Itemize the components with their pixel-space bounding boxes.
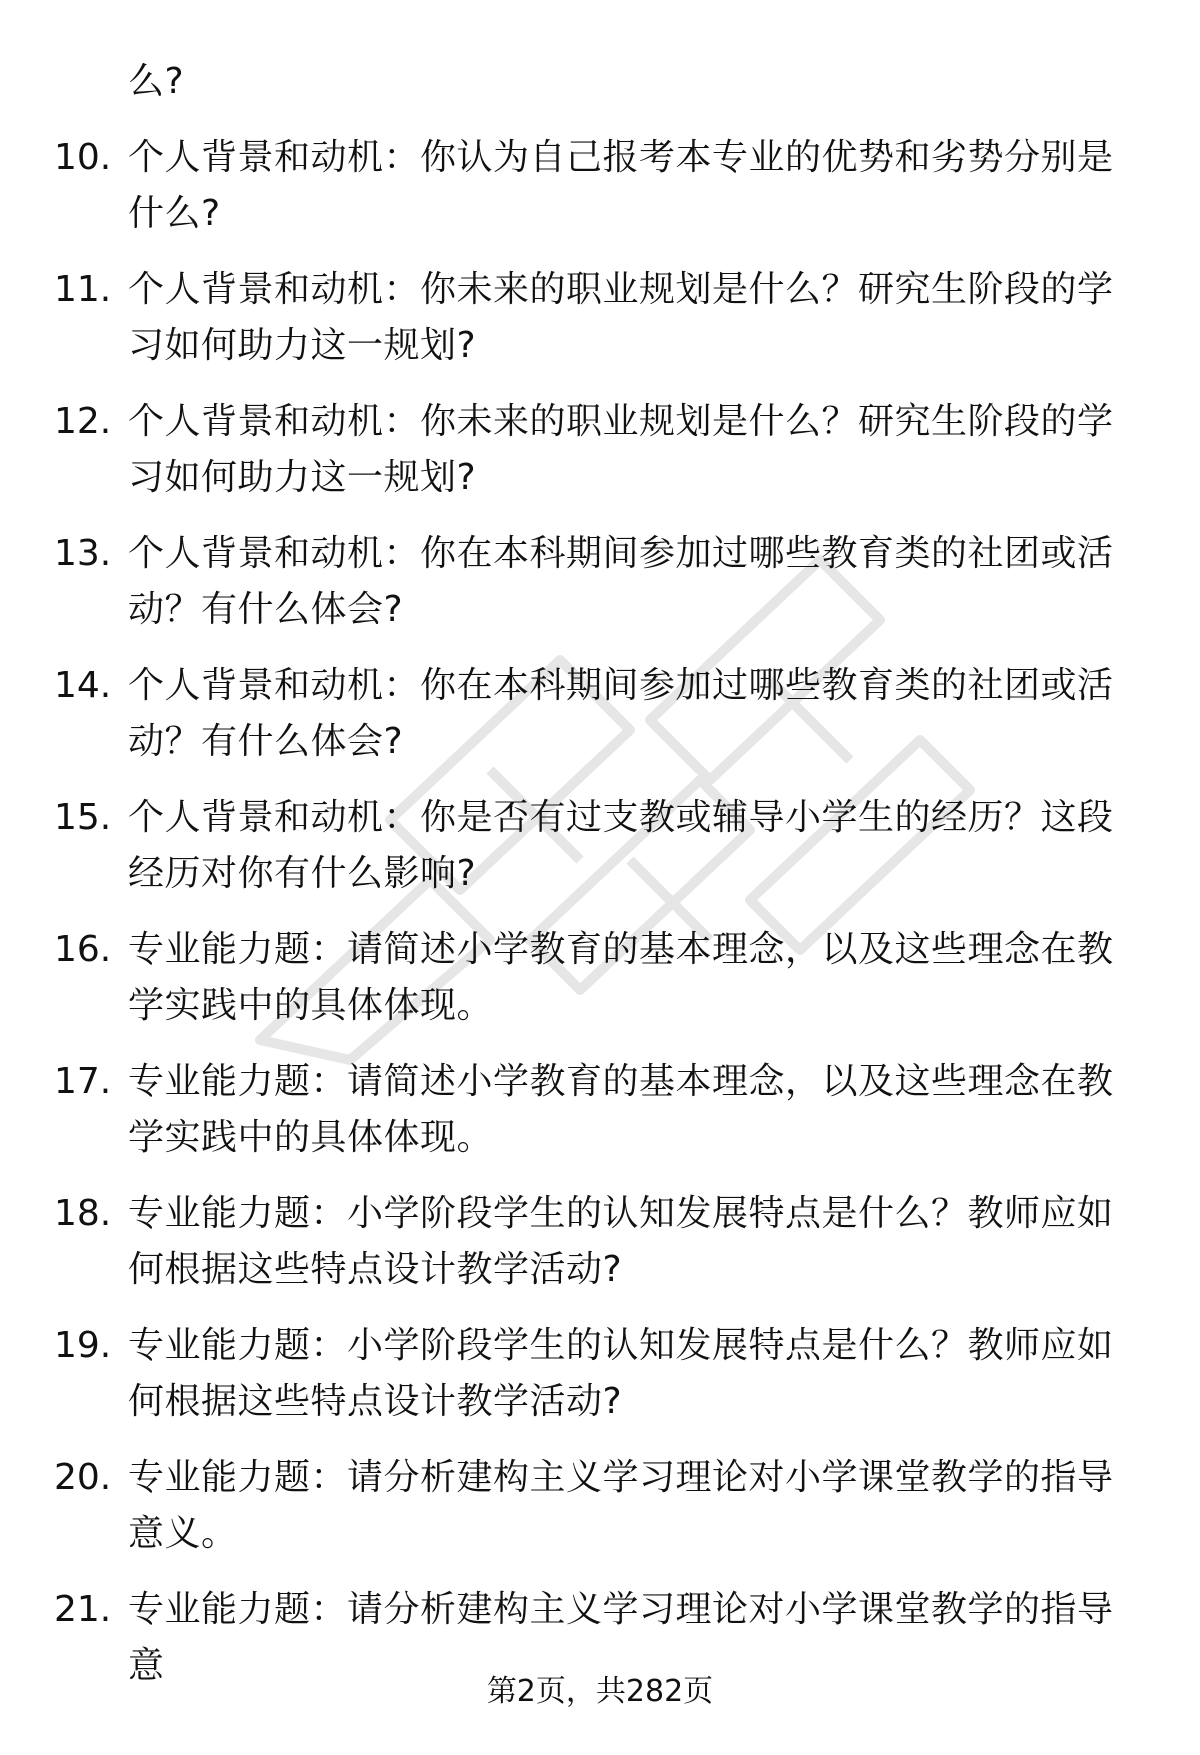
item-number: 18. <box>54 1193 112 1234</box>
item-text: 个人背景和动机：你认为自己报考本专业的优势和劣势分别是什么? <box>128 137 1114 234</box>
list-item <box>0 130 1200 242</box>
previous-item-continuation: 么? <box>128 61 185 102</box>
list-item <box>0 1582 1200 1686</box>
item-text: 个人背景和动机：你是否有过支教或辅导小学生的经历？这段经历对你有什么影响? <box>128 797 1114 894</box>
item-text: 专业能力题：请简述小学教育的基本理念，以及这些理念在教学实践中的具体体现。 <box>128 929 1114 1026</box>
item-text: 专业能力题：请简述小学教育的基本理念，以及这些理念在教学实践中的具体体现。 <box>128 1061 1114 1158</box>
list-item <box>0 526 1200 638</box>
list-item <box>0 1318 1200 1430</box>
list-item <box>0 1186 1200 1298</box>
item-text: 专业能力题：小学阶段学生的认知发展特点是什么？教师应如何根据这些特点设计教学活动? <box>128 1325 1114 1422</box>
item-number: 17. <box>54 1061 112 1102</box>
item-number: 12. <box>54 401 112 442</box>
item-text: 专业能力题：请分析建构主义学习理论对小学课堂教学的指导意 <box>128 1589 1114 1686</box>
item-number: 21. <box>54 1589 112 1630</box>
item-number: 13. <box>54 533 112 574</box>
item-number: 20. <box>54 1457 112 1498</box>
item-number: 10. <box>54 137 112 178</box>
page-footer: 第2页，共282页 <box>486 1674 714 1709</box>
item-number: 15. <box>54 797 112 838</box>
item-number: 19. <box>54 1325 112 1366</box>
item-text: 个人背景和动机：你未来的职业规划是什么？研究生阶段的学习如何助力这一规划? <box>128 401 1114 498</box>
list-item <box>0 1054 1200 1166</box>
list-item <box>0 262 1200 374</box>
list-item <box>0 922 1200 1034</box>
item-number: 16. <box>54 929 112 970</box>
item-text: 个人背景和动机：你未来的职业规划是什么？研究生阶段的学习如何助力这一规划? <box>128 269 1114 366</box>
item-text: 专业能力题：请分析建构主义学习理论对小学课堂教学的指导意义。 <box>128 1457 1114 1554</box>
item-number: 11. <box>54 269 112 310</box>
item-number: 14. <box>54 665 112 706</box>
list-item <box>0 790 1200 902</box>
list-item <box>0 1450 1200 1562</box>
item-text: 专业能力题：小学阶段学生的认知发展特点是什么？教师应如何根据这些特点设计教学活动? <box>128 1193 1114 1290</box>
item-text: 个人背景和动机：你在本科期间参加过哪些教育类的社团或活动？有什么体会? <box>128 665 1114 762</box>
list-item <box>0 394 1200 506</box>
list-item <box>0 658 1200 770</box>
item-text: 个人背景和动机：你在本科期间参加过哪些教育类的社团或活动？有什么体会? <box>128 533 1114 630</box>
